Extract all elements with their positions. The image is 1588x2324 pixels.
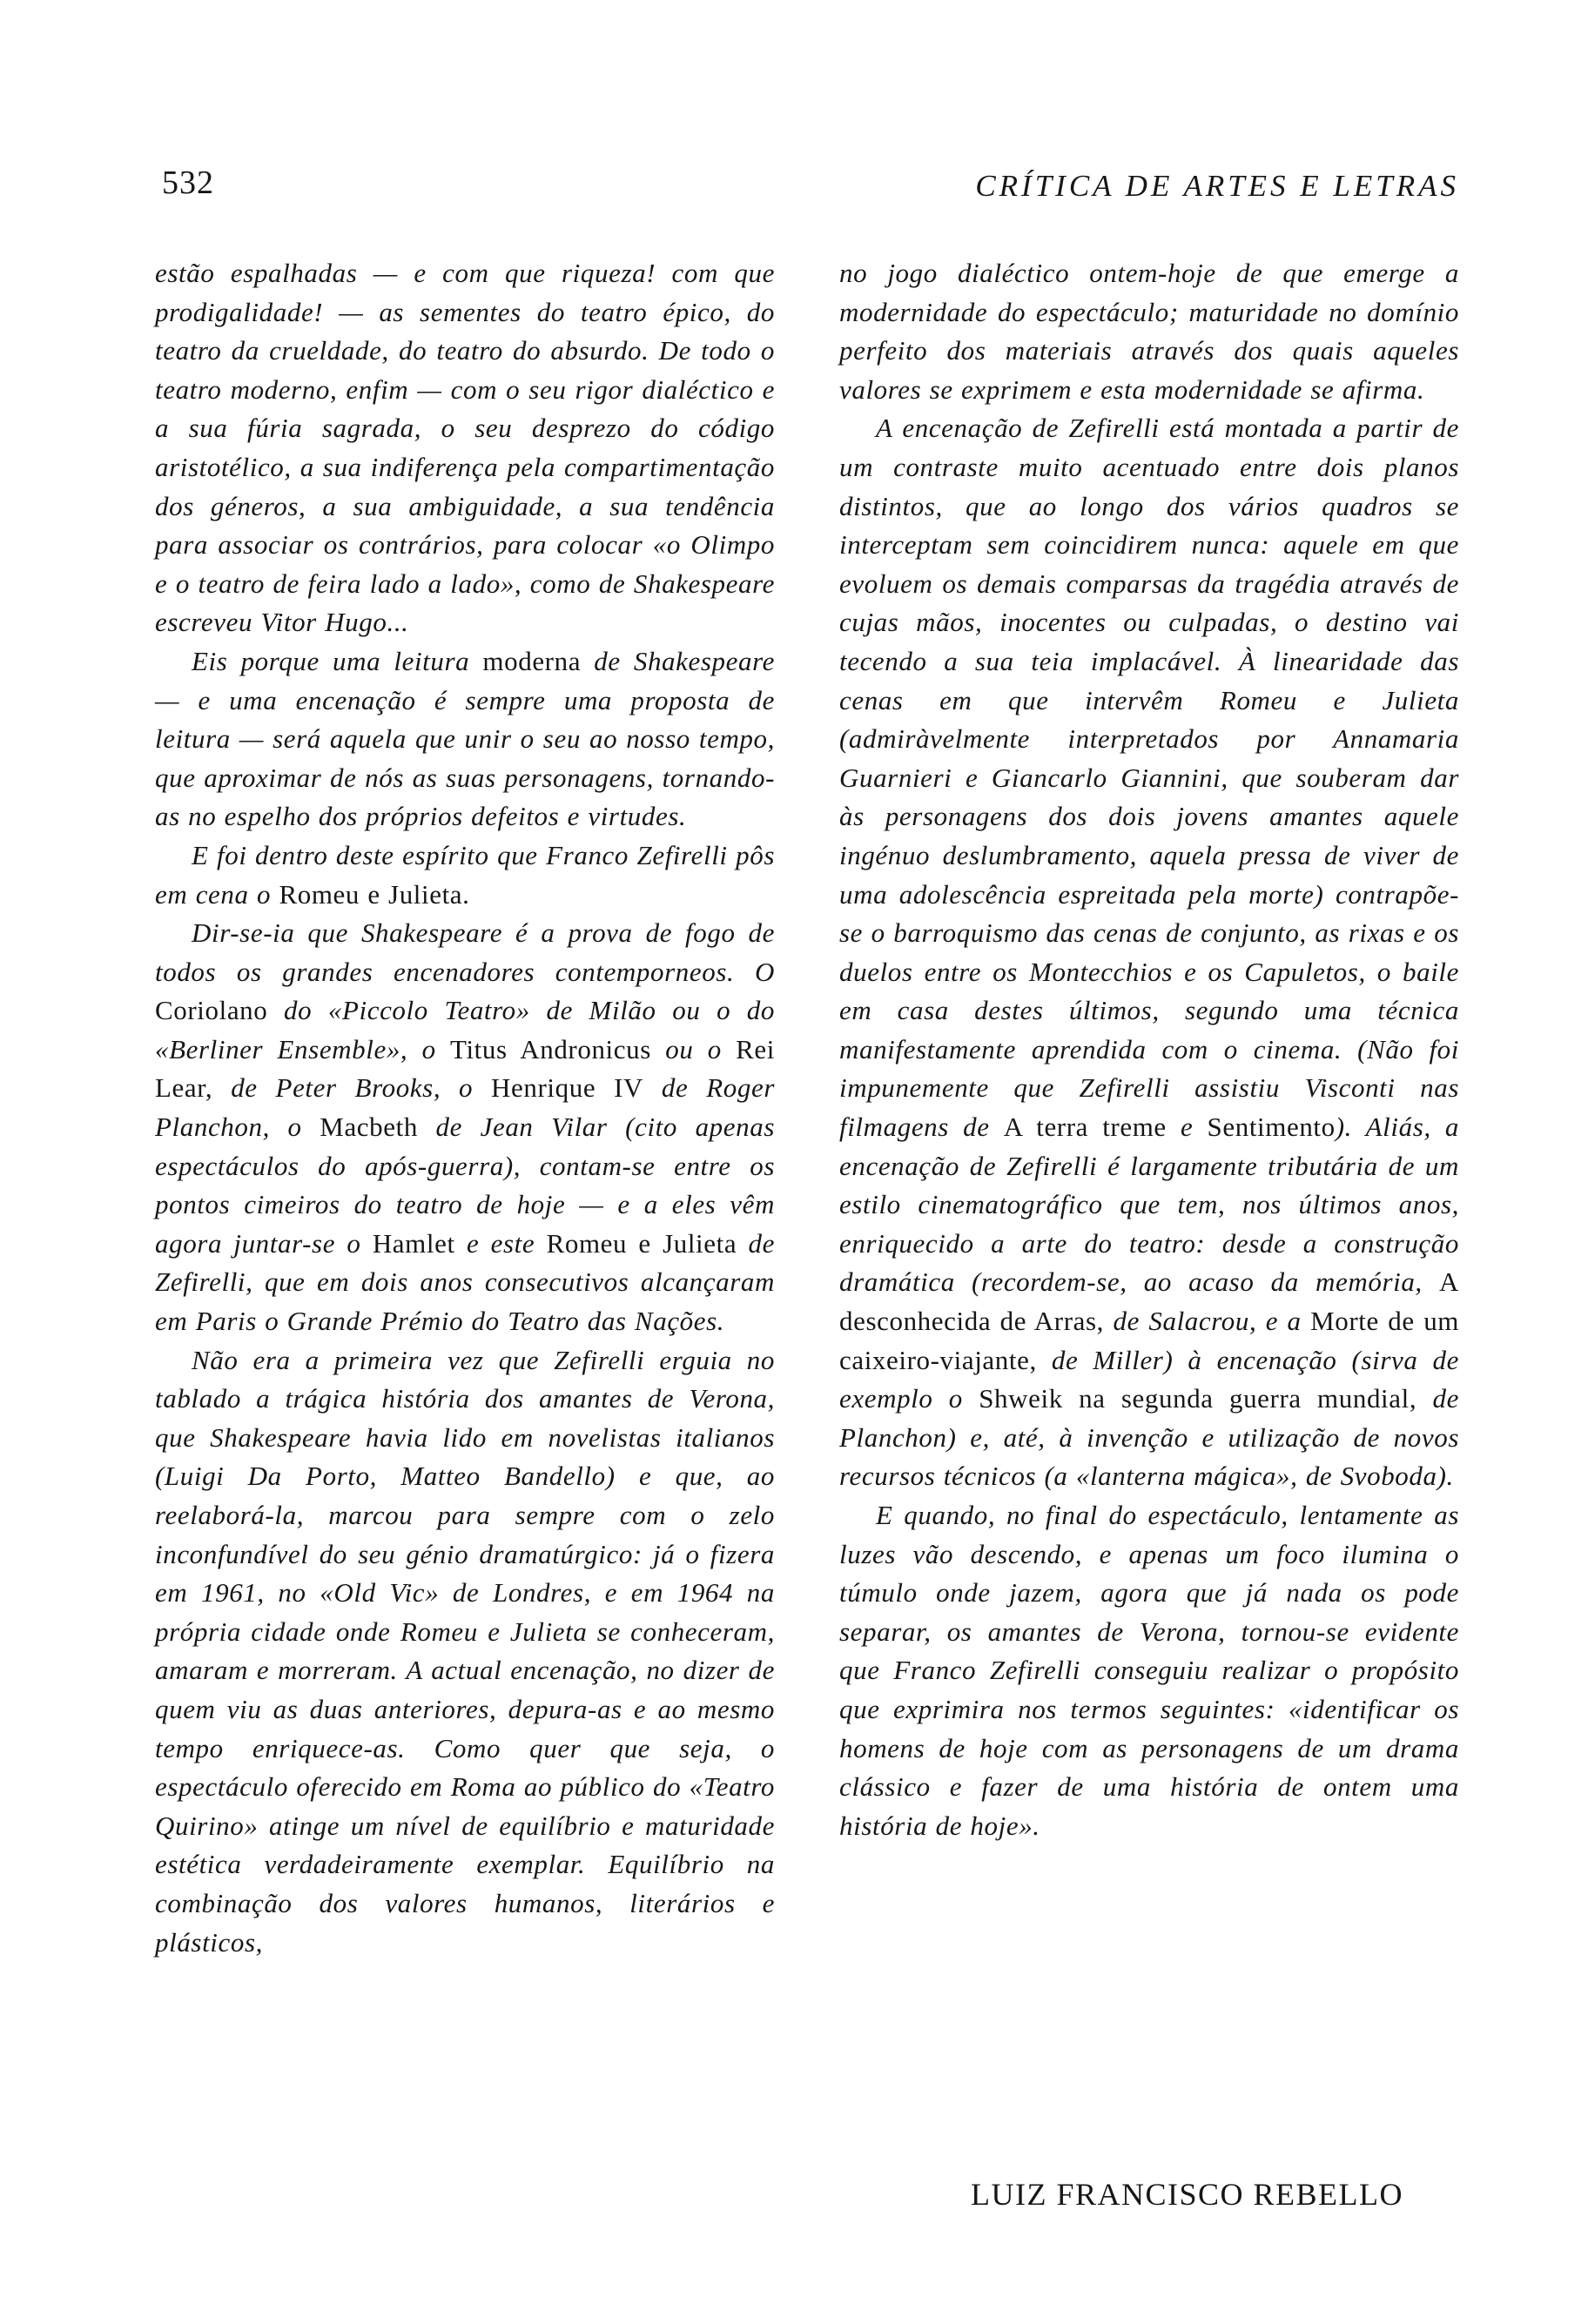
page-number: 532 — [162, 165, 214, 201]
paragraph: Eis porque uma leitura moderna de Shakespeare — e uma encenação é sempre uma proposta de leitura — será aquela que unir o seu ao nosso tempo, que aproximar de nós as suas personagens, tornando-as no espelho dos próprios defeitos e virtudes. — [155, 645, 775, 832]
left-column — [155, 254, 775, 1962]
paragraph: Dir-se-ia que Shakespeare é a prova de fogo de todos os grandes encenadores contemporneos. O Coriolano do «Piccolo Teatro» de Milão ou o do «Berliner Ensemble», o Titus Andronicus ou o Rei Lear, de Peter Brooks, o Henrique IV de Roger Planchon, o Macbeth de Jean Vilar (cito apenas espectáculos do após-guerra), contam-se entre os pontos cimeiros do teatro de hoje — e a eles vêm agora juntar-se o Hamlet e este Romeu e Julieta de Zefirelli, que em dois anos consecutivos alcançaram em Paris o Grande Prémio do Teatro das Nações. — [155, 917, 775, 1337]
paragraph: E foi dentro deste espírito que Franco Zefirelli pôs em cena o Romeu e Julieta. — [155, 839, 775, 910]
paragraph: E quando, no final do espectáculo, lentamente as luzes vão descendo, e apenas um foco ilumina o túmulo onde jazem, agora que já nada os pode separar, os amantes de Verona, tornou-se evidente que Franco Zefirelli conseguiu realizar o propósito que exprimira nos termos seguintes: «identificar os homens de hoje com as personagens de um drama clássico e fazer de uma história de ontem uma história de hoje». — [839, 1500, 1459, 1841]
paragraph: estão espalhadas — e com que riqueza! com que prodigalidade! — as sementes do teatro épico, do teatro da crueldade, do teatro do absurdo. De todo o teatro moderno, enfim — com o seu rigor dialéctico e a sua fúria sagrada, o seu desprezo do código aristotélico, a sua indiferença pela compartimentação dos géneros, a sua ambiguidade, a sua tendência para associar os contrários, para colocar «o Olimpo e o teatro de feira lado a lado», como de Shakespeare escreveu Vitor Hugo... — [155, 258, 775, 638]
running-head: CRÍTICA DE ARTES E LETRAS — [975, 169, 1459, 203]
paragraph: Não era a primeira vez que Zefirelli erguia no tablado a trágica história dos amantes de Verona, que Shakespeare havia lido em novelistas italianos (Luigi Da Porto, Matteo Bandello) e que, ao reelaborá-la, marcou para sempre com o zelo inconfundível do seu génio dramatúrgico: já o fizera em 1961, no «Old Vic» de Londres, e em 1964 na própria cidade onde Romeu e Julieta se conheceram, amaram e morreram. A actual encenação, no dizer de quem viu as duas anteriores, depura-as e ao mesmo tempo enriquece-as. Como quer que seja, o espectáculo oferecido em Roma ao público do «Teatro Quirino» atinge um nível de equilíbrio e maturidade estética verdadeiramente exemplar. Equilíbrio na combinação dos valores humanos, literários e plásticos, — [155, 1344, 775, 1958]
right-column — [839, 254, 1459, 1845]
page-header — [162, 164, 1459, 216]
paragraph: no jogo dialéctico ontem-hoje de que emerge a modernidade do espectáculo; maturidade no domínio perfeito dos materiais através dos quais aqueles valores se exprimem e esta modernidade se afirma. — [839, 258, 1459, 405]
author-signature: LUIZ FRANCISCO REBELLO — [970, 2177, 1403, 2212]
paragraph: A encenação de Zefirelli está montada a partir de um contraste muito acentuado entre dois planos distintos, que ao longo dos vários quadros se interceptam sem coincidirem nunca: aquele em que evoluem os demais comparsas da tragédia através de cujas mãos, inocentes ou culpadas, o destino vai tecendo a sua teia implacável. À linearidade das cenas em que intervêm Romeu e Julieta (admiràvelmente interpretados por Annamaria Guarnieri e Giancarlo Giannini, que souberam dar às personagens dos dois jovens amantes aquele ingénuo deslumbramento, aquela pressa de viver de uma adolescência espreitada pela morte) contrapõe-se o barroquismo das cenas de conjunto, as rixas e os duelos entre os Montecchios e os Capuletos, o baile em casa destes últimos, segundo uma técnica manifestamente aprendida com o cinema. (Não foi impunemente que Zefirelli assistiu Visconti nas filmagens de A terra treme e Sentimento). Aliás, a encenação de Zefirelli é largamente tributária de um estilo cinematográfico que tem, nos últimos anos, enriquecido a arte do teatro: desde a construção dramática (recordem-se, ao acaso da memória, A desconhecida de Arras, de Salacrou, e a Morte de um caixeiro-viajante, de Miller) à encenação (sirva de exemplo o Shweik na segunda guerra mundial, de Planchon) e, até, à invenção e utilização de novos recursos técnicos (a «lanterna mágica», de Svoboda). — [839, 413, 1460, 1492]
